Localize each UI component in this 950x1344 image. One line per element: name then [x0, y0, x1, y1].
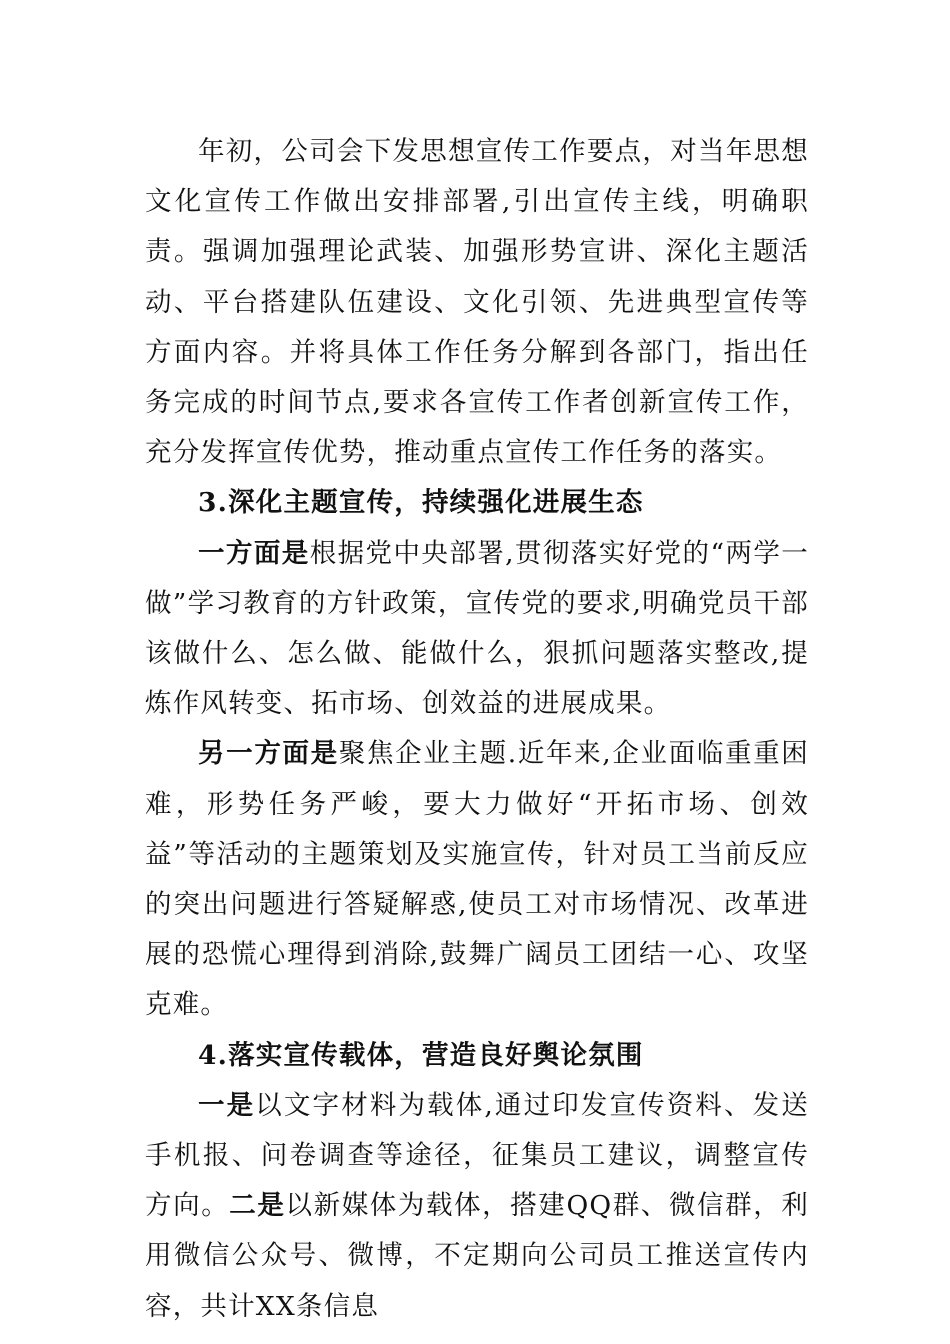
section-heading-4: 4.落实宣传载体，营造良好舆论氛围: [198, 1039, 644, 1071]
document-body: [145, 127, 809, 1332]
paragraph-lead-bold: 一是: [198, 1089, 256, 1121]
section-heading-3: 3.深化主题宣传，持续强化进展生态: [198, 487, 644, 519]
paragraph-party-deployment: [145, 529, 809, 730]
paragraph-lead-bold: 另一方面是: [198, 738, 339, 770]
paragraph-annual-plan: 年初，公司会下发思想宣传工作要点，对当年思想文化宣传工作做出安排部署,引出宣传主线，明确职责。强调加强理论武装、加强形势宣讲、深化主题活动、平台搭建队伍建设、文化引领、先进典型宣传等方面内容。并将具体工作任务分解到各部门，指出任务完成的时间节点,要求各宣传工作者创新宣传工作，充分发挥宣传优势，推动重点宣传工作任务的落实。: [145, 136, 809, 469]
paragraph-carriers: [145, 1081, 809, 1332]
paragraph-text: 聚焦企业主题.近年来,企业面临重重困难，形势任务严峻，要大力做好“开拓市场、创效益”等活动的主题策划及实施宣传，针对员工当前反应的突出问题进行答疑解惑,使员工对市场情况、改革进展的恐慌心理得到消除,鼓舞广阔员工团结一心、攻坚克难。: [145, 738, 810, 1021]
paragraph-lead-bold: 二是: [229, 1190, 286, 1222]
paragraph-text: 根据党中央部署,贯彻落实好党的“两学一做”学习教育的方针政策，宣传党的要求,明确党员干部该做什么、怎么做、能做什么，狠抓问题落实整改,提炼作风转变、拓市场、创效益的进展成果。: [145, 537, 809, 720]
paragraph-text: 以新媒体为载体，搭建QQ群、微信群，利用微信公众号、微博，不定期向公司员工推送宣传内容，共计XX条信息: [145, 1190, 809, 1322]
paragraph-text: 以文字材料为载体,通过印发宣传资料、发送手机报、问卷调查等途径，征集员工建议，调整宣传方向。: [145, 1089, 809, 1222]
paragraph-enterprise-theme: [145, 729, 809, 1030]
paragraph-lead-bold: 一方面是: [198, 537, 310, 569]
